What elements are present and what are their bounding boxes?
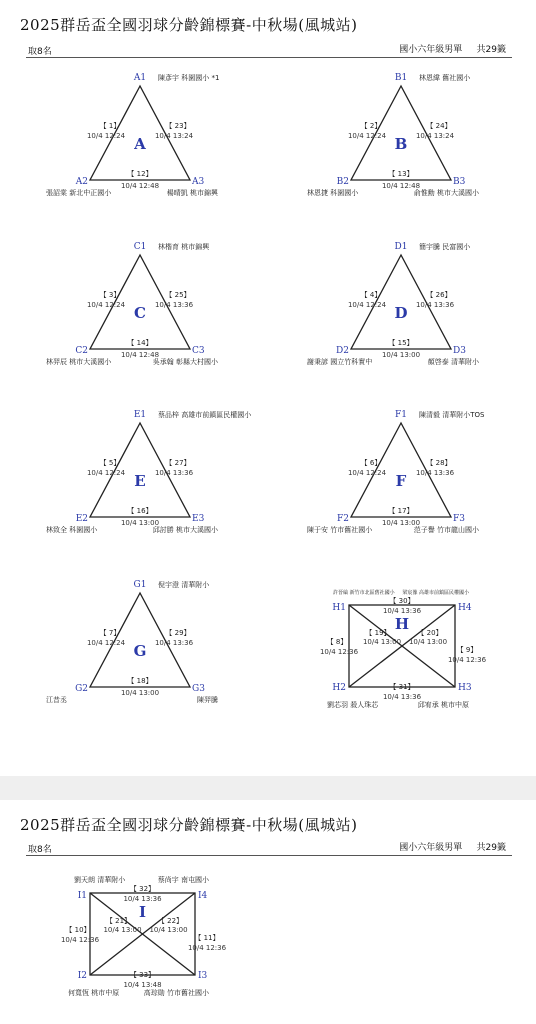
- bracket-diagram-page-2: [0, 800, 536, 1024]
- match-time: 10/4 12:36: [319, 648, 359, 656]
- vertex-label: F3: [453, 514, 465, 524]
- vertex-label: B3: [453, 177, 466, 187]
- match-number: 【 18】: [127, 677, 153, 685]
- player-name: 范子譽 竹市龍山國小: [413, 526, 479, 534]
- vertex-label: D2: [336, 346, 349, 356]
- group-letter: B: [394, 135, 408, 153]
- match-number: 【 29】: [165, 629, 191, 637]
- match-number: 【 9】: [456, 646, 478, 654]
- match-number: 【 6】: [360, 459, 382, 467]
- corner-label: I1: [77, 891, 87, 901]
- match-number: 【 24】: [426, 122, 452, 130]
- match-time: 10/4 12:24: [347, 301, 387, 309]
- vertex-label: D1: [394, 242, 408, 252]
- match-number: 【 2】: [360, 122, 382, 130]
- match-number: 【 7】: [99, 629, 121, 637]
- match-time: 10/4 12:24: [86, 639, 126, 647]
- group-letter: H: [394, 615, 410, 633]
- match-number: 【 28】: [426, 459, 452, 467]
- match-time: 10/4 12:48: [120, 351, 160, 359]
- match-number: 【 25】: [165, 291, 191, 299]
- match-time: 10/4 12:48: [381, 182, 421, 190]
- match-number: 【 1】: [99, 122, 121, 130]
- category-name: 國小六年級男單: [399, 45, 463, 55]
- match-number: 【 10】: [65, 926, 91, 934]
- corner-label: I4: [198, 891, 208, 901]
- draw-total-2: 共29籤: [476, 843, 506, 853]
- draw-total: 共29籤: [476, 45, 506, 55]
- match-number: 【 16】: [127, 507, 153, 515]
- match-time: 10/4 12:36: [447, 656, 487, 664]
- vertex-label: F2: [337, 514, 349, 524]
- match-number: 【 11】: [194, 934, 220, 942]
- match-number: 【 22】: [157, 917, 184, 925]
- player-name: 顏啓泰 清華附小: [427, 358, 479, 366]
- corner-label: H2: [332, 683, 346, 693]
- draw-sheet-page-2: [0, 800, 536, 1024]
- vertex-label: C2: [75, 346, 88, 356]
- match-time: 10/4 13:00: [149, 926, 188, 934]
- match-number: 【 14】: [127, 339, 153, 347]
- vertex-label: E2: [75, 514, 88, 524]
- match-time: 10/4 12:36: [187, 944, 227, 952]
- player-name: 林恩緯 舊社國小: [419, 74, 471, 82]
- match-time: 10/4 13:00: [381, 519, 421, 527]
- match-time: 10/4 12:24: [86, 132, 126, 140]
- take-count: 取8名: [28, 47, 52, 57]
- corner-label: H3: [458, 683, 472, 693]
- category-name-2: 國小六年級男單: [399, 843, 463, 853]
- vertex-label: A3: [192, 177, 205, 187]
- player-name: 吳承翰 彰縣大村國小: [152, 358, 218, 366]
- group-letter: I: [138, 903, 147, 921]
- group-letter: E: [134, 472, 146, 490]
- vertex-label: C3: [192, 346, 205, 356]
- match-number: 【 31】: [389, 683, 415, 691]
- match-number: 【 8】: [326, 638, 348, 646]
- match-number: 【 13】: [388, 170, 414, 178]
- vertex-label: A1: [133, 73, 147, 83]
- match-time: 10/4 13:36: [382, 693, 422, 701]
- match-number: 【 12】: [127, 170, 153, 178]
- vertex-label: B2: [336, 177, 349, 187]
- player-name: 高琮勛 竹市舊社國小: [143, 989, 209, 997]
- vertex-label: D3: [453, 346, 466, 356]
- page-title-2: 2025群岳盃全國羽球分齡錦標賽-中秋場(風城站): [20, 816, 358, 834]
- player-name: 邱宥承 桃市中原: [417, 701, 469, 709]
- player-name: 林恩捷 科園國小: [307, 189, 359, 197]
- vertex-label: E3: [192, 514, 205, 524]
- player-name: 劉天朗 清華附小: [74, 876, 126, 884]
- player-name: 劉芯羽 殺人珠芯: [327, 701, 379, 709]
- match-time: 10/4 13:36: [415, 469, 455, 477]
- take-count-2: 取8名: [28, 845, 52, 855]
- match-time: 10/4 13:36: [154, 469, 194, 477]
- group-letter: C: [134, 304, 146, 322]
- vertex-label: G2: [75, 684, 88, 694]
- vertex-label: A2: [75, 177, 88, 187]
- match-time: 10/4 13:00: [381, 351, 421, 359]
- player-name: 陳羿騰: [197, 696, 218, 704]
- match-time: 10/4 13:24: [154, 132, 194, 140]
- player-name: 楊晴凱 桃市錦興: [166, 189, 218, 197]
- match-time: 10/4 13:00: [103, 926, 142, 934]
- match-number: 【 26】: [426, 291, 452, 299]
- match-time: 10/4 13:36: [415, 301, 455, 309]
- vertex-label: E1: [133, 410, 147, 420]
- player-name: 蔡尚宇 南屯國小: [157, 876, 209, 884]
- player-name: 林楷育 桃市錦興: [158, 243, 210, 251]
- match-time: 10/4 12:24: [86, 301, 126, 309]
- player-name: 林羿辰 桃市大溪國小: [46, 358, 112, 366]
- player-name: 蔡品梓 高雄市前鎮區民權國小: [158, 411, 252, 419]
- player-name: 邱討勝 桃市大溪國小: [152, 526, 218, 534]
- player-name: 梁宸豫 高雄市前鎮區民權國小: [402, 590, 469, 596]
- vertex-label: F1: [395, 410, 407, 420]
- match-number: 【 15】: [388, 339, 414, 347]
- match-time: 10/4 13:00: [408, 638, 448, 646]
- match-time: 10/4 12:24: [347, 132, 387, 140]
- player-name: 倪宇澄 清華附小: [158, 581, 210, 589]
- match-time: 10/4 12:24: [347, 469, 387, 477]
- vertex-label: C1: [133, 242, 147, 252]
- player-name: 陳彥宇 科園國小 *1: [158, 74, 220, 82]
- match-time: 10/4 12:36: [60, 936, 100, 944]
- match-time: 10/4 13:36: [382, 607, 422, 615]
- player-name: 何寬恆 桃市中原: [68, 989, 120, 997]
- match-number: 【 21】: [105, 917, 132, 925]
- match-time: 10/4 13:48: [123, 981, 162, 989]
- match-number: 【 17】: [388, 507, 414, 515]
- match-time: 10/4 13:36: [123, 895, 162, 903]
- match-number: 【 27】: [165, 459, 191, 467]
- player-name: 許晉綸 新竹市北區舊社國小: [333, 590, 395, 596]
- player-name: 陳于安 竹市舊社國小: [307, 526, 373, 534]
- corner-label: H1: [332, 603, 346, 613]
- player-name: 簡宇騰 民富國小: [419, 243, 471, 251]
- match-time: 10/4 12:24: [86, 469, 126, 477]
- group-letter: G: [133, 642, 147, 660]
- match-number: 【 20】: [417, 629, 443, 637]
- player-name: 陳清毅 清華附小TOS: [419, 411, 485, 419]
- vertex-label: B1: [394, 73, 408, 83]
- vertex-label: G1: [133, 580, 147, 590]
- match-number: 【 5】: [99, 459, 121, 467]
- match-number: 【 33】: [129, 971, 156, 979]
- match-time: 10/4 13:00: [362, 638, 402, 646]
- match-time: 10/4 13:00: [120, 689, 160, 697]
- player-name: 林致全 科園國小: [46, 526, 98, 534]
- match-number: 【 19】: [365, 629, 391, 637]
- player-name: 江昔丞: [46, 696, 67, 704]
- corner-label: H4: [458, 603, 472, 613]
- group-letter: D: [394, 304, 408, 322]
- match-number: 【 32】: [129, 885, 156, 893]
- match-time: 10/4 13:24: [415, 132, 455, 140]
- page-title: 2025群岳盃全國羽球分齡錦標賽-中秋場(風城站): [20, 16, 358, 34]
- match-time: 10/4 13:36: [154, 639, 194, 647]
- vertex-label: G3: [192, 684, 205, 694]
- group-letter: F: [395, 472, 407, 490]
- match-number: 【 30】: [389, 597, 415, 605]
- match-time: 10/4 13:00: [120, 519, 160, 527]
- match-number: 【 3】: [99, 291, 121, 299]
- corner-label: I3: [198, 971, 208, 981]
- page-separator: [0, 776, 536, 800]
- corner-label: I2: [77, 971, 87, 981]
- match-number: 【 23】: [165, 122, 191, 130]
- player-name: 張詔棠 新北中正國小: [46, 189, 112, 197]
- player-name: 謝秉諺 國立竹科實中: [307, 358, 373, 366]
- match-time: 10/4 12:48: [120, 182, 160, 190]
- match-number: 【 4】: [360, 291, 382, 299]
- group-letter: A: [134, 135, 146, 153]
- match-time: 10/4 13:36: [154, 301, 194, 309]
- player-name: 俞惟勳 桃市大溪國小: [413, 189, 479, 197]
